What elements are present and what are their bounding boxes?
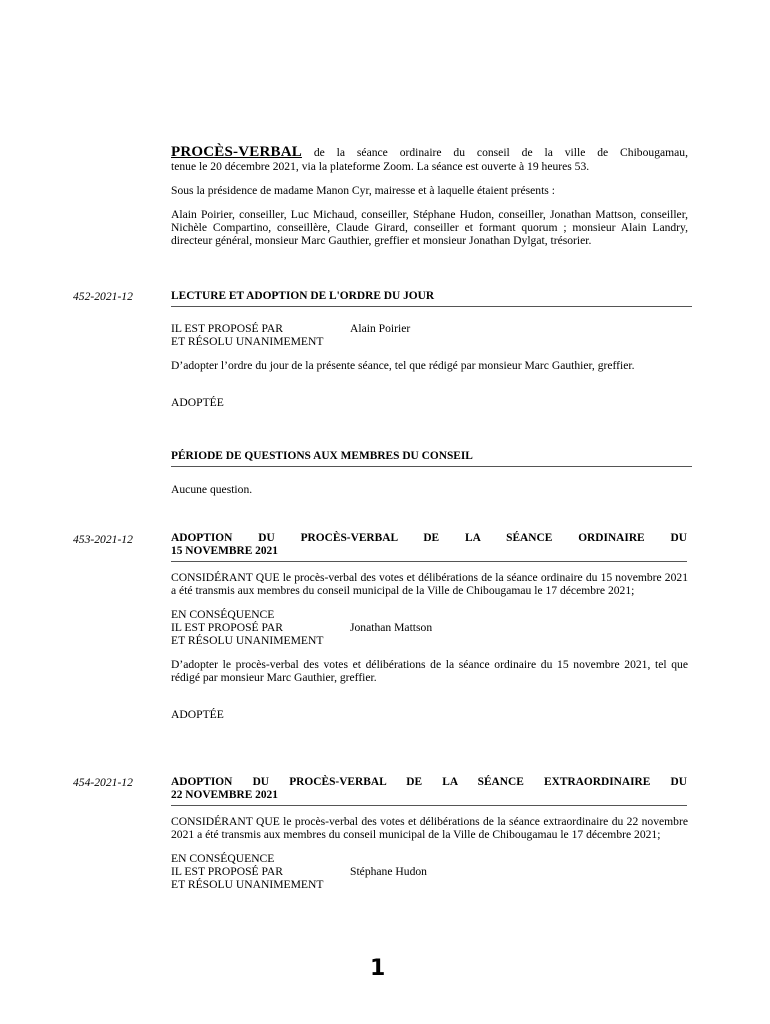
- resolved-text: ET RÉSOLU UNANIMEMENT: [171, 878, 324, 891]
- page-number: 1: [370, 956, 386, 981]
- heading-line-1: ADOPTION DU PROCÈS-VERBAL DE LA SÉANCE EXTRAORDINAIRE DU: [171, 776, 687, 788]
- resolution-number: 452-2021-12: [73, 290, 133, 303]
- proposed-row: [171, 621, 688, 634]
- questions-body: [171, 483, 688, 496]
- resolved-text: ET RÉSOLU UNANIMEMENT: [171, 335, 324, 348]
- section-heading: PÉRIODE DE QUESTIONS AUX MEMBRES DU CONSEIL: [171, 450, 692, 467]
- resolution-body: [171, 322, 688, 409]
- proposed-row: [171, 322, 688, 335]
- resolution-number: 454-2021-12: [73, 776, 133, 789]
- resolution-number: 453-2021-12: [73, 533, 133, 546]
- document-title: PROCÈS-VERBAL: [171, 144, 302, 160]
- proposed-label: IL EST PROPOSÉ PAR: [171, 865, 284, 878]
- proposed-row: [171, 865, 688, 878]
- heading-line-1: ADOPTION DU PROCÈS-VERBAL DE LA SÉANCE ORDINAIRE DU: [171, 532, 687, 544]
- proposed-by: Jonathan Mattson: [350, 621, 433, 634]
- proposed-by: Alain Poirier: [350, 322, 411, 335]
- section-heading: LECTURE ET ADOPTION DE L'ORDRE DU JOUR: [171, 290, 692, 307]
- consequence-text: EN CONSÉQUENCE: [171, 608, 275, 621]
- intro-title-rest: de la séance ordinaire du conseil de la ville de Chibougamau,: [301, 146, 688, 159]
- questions-text: Aucune question.: [171, 483, 253, 496]
- intro-first-line: [171, 146, 688, 159]
- resolution-text: D’adopter le procès-verbal des votes et délibérations de la séance ordinaire du 15 novembre 2021, tel que rédigé par monsieur Marc Gauthier, greffier.: [171, 658, 688, 684]
- heading-line-2: 15 NOVEMBRE 2021: [171, 545, 278, 557]
- considerant-text: CONSIDÉRANT QUE le procès-verbal des votes et délibérations de la séance ordinaire du 15 novembre 2021 a été transmis aux membres du conseil municipal de la Ville de Chibougamau le 17 décembre 2021;: [171, 571, 688, 597]
- adopted-text: ADOPTÉE: [171, 396, 224, 409]
- heading-line-2: 22 NOVEMBRE 2021: [171, 789, 278, 801]
- resolution-body: [171, 815, 688, 891]
- proposed-label: IL EST PROPOSÉ PAR: [171, 322, 284, 335]
- presents-list: Alain Poirier, conseiller, Luc Michaud, conseiller, Stéphane Hudon, conseiller, Jonathan Mattson, conseiller, Nichèle Compartino, conseillère, Claude Girard, conseiller et formant quorum ; monsieur Alain Landry, directeur général, monsieur Marc Gauthier, greffier et monsieur Jonathan Dylgat, trésorier.: [171, 208, 688, 247]
- resolution-text: D’adopter l’ordre du jour de la présente séance, tel que rédigé par monsieur Marc Gauthier, greffier.: [171, 359, 635, 372]
- consequence-text: EN CONSÉQUENCE: [171, 852, 275, 865]
- presidence-text: Sous la présidence de madame Manon Cyr, mairesse et à laquelle étaient présents :: [171, 184, 555, 197]
- intro-second-line: tenue le 20 décembre 2021, via la plateforme Zoom. La séance est ouverte à 19 heures 53.: [171, 160, 590, 173]
- intro-block: [171, 146, 688, 247]
- resolution-body: [171, 571, 688, 721]
- resolved-text: ET RÉSOLU UNANIMEMENT: [171, 634, 324, 647]
- section-heading: [171, 532, 687, 562]
- proposed-by: Stéphane Hudon: [350, 865, 427, 878]
- section-heading: [171, 776, 687, 806]
- considerant-text: CONSIDÉRANT QUE le procès-verbal des votes et délibérations de la séance extraordinaire du 22 novembre 2021 a été transmis aux membres du conseil municipal de la Ville de Chibougamau le 17 décembre 2021;: [171, 815, 688, 841]
- adopted-text: ADOPTÉE: [171, 708, 224, 721]
- proposed-label: IL EST PROPOSÉ PAR: [171, 621, 284, 634]
